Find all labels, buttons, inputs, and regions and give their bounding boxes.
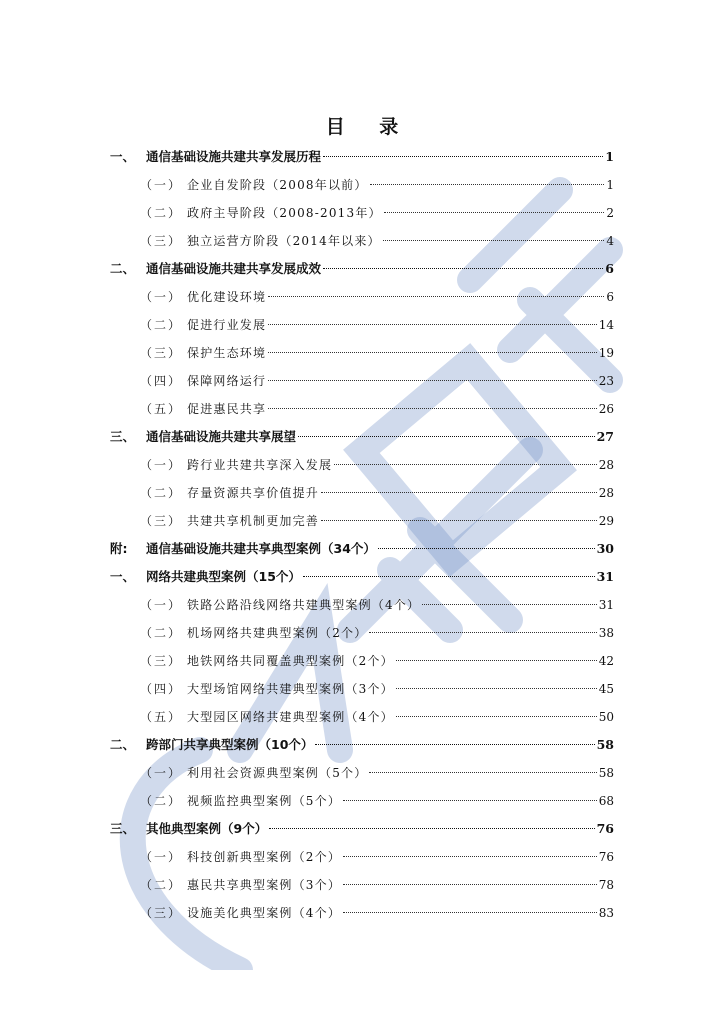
toc-section-entry[interactable]	[110, 255, 614, 283]
toc-entry-page-number: 83	[598, 906, 614, 920]
dot-leader	[383, 240, 605, 241]
toc-entry-number: （五）	[140, 402, 183, 416]
toc-entry-number: （一）	[140, 458, 183, 472]
toc-entry-number: （三）	[140, 514, 183, 528]
toc-entry-title: 科技创新典型案例（2个）	[187, 850, 342, 864]
toc-entry-page-number: 23	[598, 374, 614, 388]
dot-leader	[369, 772, 596, 773]
dot-leader	[343, 912, 597, 913]
dot-leader	[343, 884, 597, 885]
toc-entry-page-number: 76	[598, 850, 614, 864]
toc-entry-number: （二）	[140, 206, 183, 220]
toc-subsection-entry[interactable]	[110, 703, 614, 731]
toc-entry-page-number: 45	[598, 682, 614, 696]
toc-entry-page-number: 1	[605, 149, 614, 164]
toc-subsection-entry[interactable]	[110, 759, 614, 787]
toc-entry-title: 促进行业发展	[187, 318, 267, 332]
toc-entry-title: 铁路公路沿线网络共建典型案例（4个）	[187, 598, 421, 612]
dot-leader	[268, 296, 604, 297]
toc-entry-page-number: 76	[596, 821, 614, 836]
dot-leader	[298, 436, 595, 437]
toc-entry-page-number: 58	[598, 766, 614, 780]
toc-entry-page-number: 38	[598, 626, 614, 640]
dot-leader	[384, 212, 605, 213]
toc-entry-number: （三）	[140, 346, 183, 360]
toc-entry-page-number: 19	[598, 346, 614, 360]
dot-leader	[321, 520, 597, 521]
toc-entry-number: （三）	[140, 234, 183, 248]
dot-leader	[268, 324, 597, 325]
toc-section-entry[interactable]	[110, 423, 614, 451]
toc-subsection-entry[interactable]	[110, 675, 614, 703]
toc-entry-title: 惠民共享典型案例（3个）	[187, 878, 342, 892]
toc-entry-page-number: 28	[598, 458, 614, 472]
dot-leader	[396, 716, 597, 717]
toc-entry-page-number: 50	[598, 710, 614, 724]
toc-entry-title: 大型园区网络共建典型案例（4个）	[187, 710, 394, 724]
toc-subsection-entry[interactable]	[110, 479, 614, 507]
toc-entry-title: 视频监控典型案例（5个）	[187, 794, 342, 808]
dot-leader	[323, 268, 603, 269]
toc-entry-number: （二）	[140, 794, 183, 808]
toc-entry-number: （二）	[140, 318, 183, 332]
toc-entry-number: （三）	[140, 654, 183, 668]
toc-entry-page-number: 2	[606, 206, 614, 220]
toc-entry-title: 大型场馆网络共建典型案例（3个）	[187, 682, 394, 696]
toc-entry-title: 设施美化典型案例（4个）	[187, 906, 342, 920]
toc-subsection-entry[interactable]	[110, 395, 614, 423]
toc-entry-title: 保护生态环境	[187, 346, 267, 360]
dot-leader	[268, 380, 597, 381]
toc-entry-page-number: 42	[598, 654, 614, 668]
toc-subsection-entry[interactable]	[110, 507, 614, 535]
toc-entry-number: 二、	[110, 737, 136, 752]
toc-entry-page-number: 28	[598, 486, 614, 500]
dot-leader	[343, 800, 597, 801]
dot-leader	[378, 548, 595, 549]
toc-entry-title: 地铁网络共同覆盖典型案例（2个）	[187, 654, 394, 668]
toc-subsection-entry[interactable]	[110, 591, 614, 619]
toc-entry-page-number: 6	[606, 290, 614, 304]
toc-entry-number: 三、	[110, 821, 136, 836]
toc-entry-page-number: 27	[596, 429, 614, 444]
toc-subsection-entry[interactable]	[110, 339, 614, 367]
toc-entry-number: （二）	[140, 878, 183, 892]
toc-entry-number: 一、	[110, 569, 136, 584]
toc-section-entry[interactable]	[110, 143, 614, 171]
dot-leader	[323, 156, 603, 157]
toc-entry-page-number: 78	[598, 878, 614, 892]
toc-entry-title: 独立运营方阶段（2014年以来）	[187, 234, 381, 248]
toc-subsection-entry[interactable]	[110, 227, 614, 255]
toc-section-entry[interactable]	[110, 563, 614, 591]
toc-entry-page-number: 68	[598, 794, 614, 808]
toc-subsection-entry[interactable]	[110, 171, 614, 199]
toc-entry-number: 附:	[110, 541, 128, 556]
toc-entry-title: 优化建设环境	[187, 290, 267, 304]
toc-subsection-entry[interactable]	[110, 199, 614, 227]
toc-entry-title: 通信基础设施共建共享典型案例（34个）	[146, 541, 376, 556]
toc-entry-title: 促进惠民共享	[187, 402, 267, 416]
toc-entry-number: （一）	[140, 850, 183, 864]
toc-entry-number: （一）	[140, 290, 183, 304]
toc-entry-page-number: 4	[606, 234, 614, 248]
toc-entry-page-number: 58	[596, 737, 614, 752]
toc-entry-title: 跨行业共建共享深入发展	[187, 458, 333, 472]
toc-entry-title: 通信基础设施共建共享发展历程	[146, 149, 322, 164]
toc-section-entry[interactable]	[110, 535, 614, 563]
dot-leader	[369, 632, 596, 633]
toc-entry-title: 其他典型案例（9个）	[146, 821, 268, 836]
toc-subsection-entry[interactable]	[110, 871, 614, 899]
toc-entry-title: 政府主导阶段（2008-2013年）	[187, 206, 382, 220]
toc-entry-page-number: 6	[605, 261, 614, 276]
toc-entry-title: 存量资源共享价值提升	[187, 486, 320, 500]
toc-section-entry[interactable]	[110, 731, 614, 759]
toc-entry-page-number: 14	[598, 318, 614, 332]
toc-entry-number: 二、	[110, 261, 136, 276]
toc-subsection-entry[interactable]	[110, 451, 614, 479]
toc-subsection-entry[interactable]	[110, 647, 614, 675]
dot-leader	[303, 576, 595, 577]
toc-subsection-entry[interactable]	[110, 311, 614, 339]
dot-leader	[422, 604, 596, 605]
toc-entry-number: （二）	[140, 626, 183, 640]
toc-entry-number: 三、	[110, 429, 136, 444]
toc-entry-number: 一、	[110, 149, 136, 164]
dot-leader	[321, 492, 597, 493]
table-of-contents	[110, 143, 614, 927]
toc-entry-title: 通信基础设施共建共享发展成效	[146, 261, 322, 276]
toc-subsection-entry[interactable]	[110, 787, 614, 815]
toc-entry-page-number: 1	[606, 178, 614, 192]
toc-subsection-entry[interactable]	[110, 843, 614, 871]
toc-entry-title: 网络共建典型案例（15个）	[146, 569, 301, 584]
toc-subsection-entry[interactable]	[110, 899, 614, 927]
dot-leader	[315, 744, 594, 745]
toc-entry-title: 利用社会资源典型案例（5个）	[187, 766, 368, 780]
dot-leader	[396, 660, 597, 661]
toc-entry-number: （二）	[140, 486, 183, 500]
toc-section-entry[interactable]	[110, 815, 614, 843]
toc-entry-page-number: 26	[598, 402, 614, 416]
toc-entry-number: （一）	[140, 598, 183, 612]
toc-entry-page-number: 30	[596, 541, 614, 556]
dot-leader	[396, 688, 597, 689]
toc-entry-page-number: 31	[596, 569, 614, 584]
toc-subsection-entry[interactable]	[110, 283, 614, 311]
toc-subsection-entry[interactable]	[110, 619, 614, 647]
dot-leader	[334, 464, 597, 465]
toc-entry-number: （五）	[140, 710, 183, 724]
toc-entry-number: （一）	[140, 178, 183, 192]
toc-entry-title: 跨部门共享典型案例（10个）	[146, 737, 314, 752]
toc-entry-number: （四）	[140, 682, 183, 696]
toc-entry-number: （一）	[140, 766, 183, 780]
toc-entry-title: 保障网络运行	[187, 374, 267, 388]
dot-leader	[268, 408, 597, 409]
toc-subsection-entry[interactable]	[110, 367, 614, 395]
dot-leader	[269, 828, 594, 829]
toc-entry-number: （三）	[140, 906, 183, 920]
toc-entry-title: 通信基础设施共建共享展望	[146, 429, 297, 444]
toc-entry-page-number: 31	[598, 598, 614, 612]
toc-entry-title: 机场网络共建典型案例（2个）	[187, 626, 368, 640]
toc-entry-number: （四）	[140, 374, 183, 388]
toc-entry-title: 企业自发阶段（2008年以前）	[187, 178, 368, 192]
toc-entry-title: 共建共享机制更加完善	[187, 514, 320, 528]
toc-entry-page-number: 29	[598, 514, 614, 528]
dot-leader	[343, 856, 597, 857]
page-title: 目 录	[325, 116, 413, 138]
dot-leader	[268, 352, 597, 353]
dot-leader	[370, 184, 605, 185]
